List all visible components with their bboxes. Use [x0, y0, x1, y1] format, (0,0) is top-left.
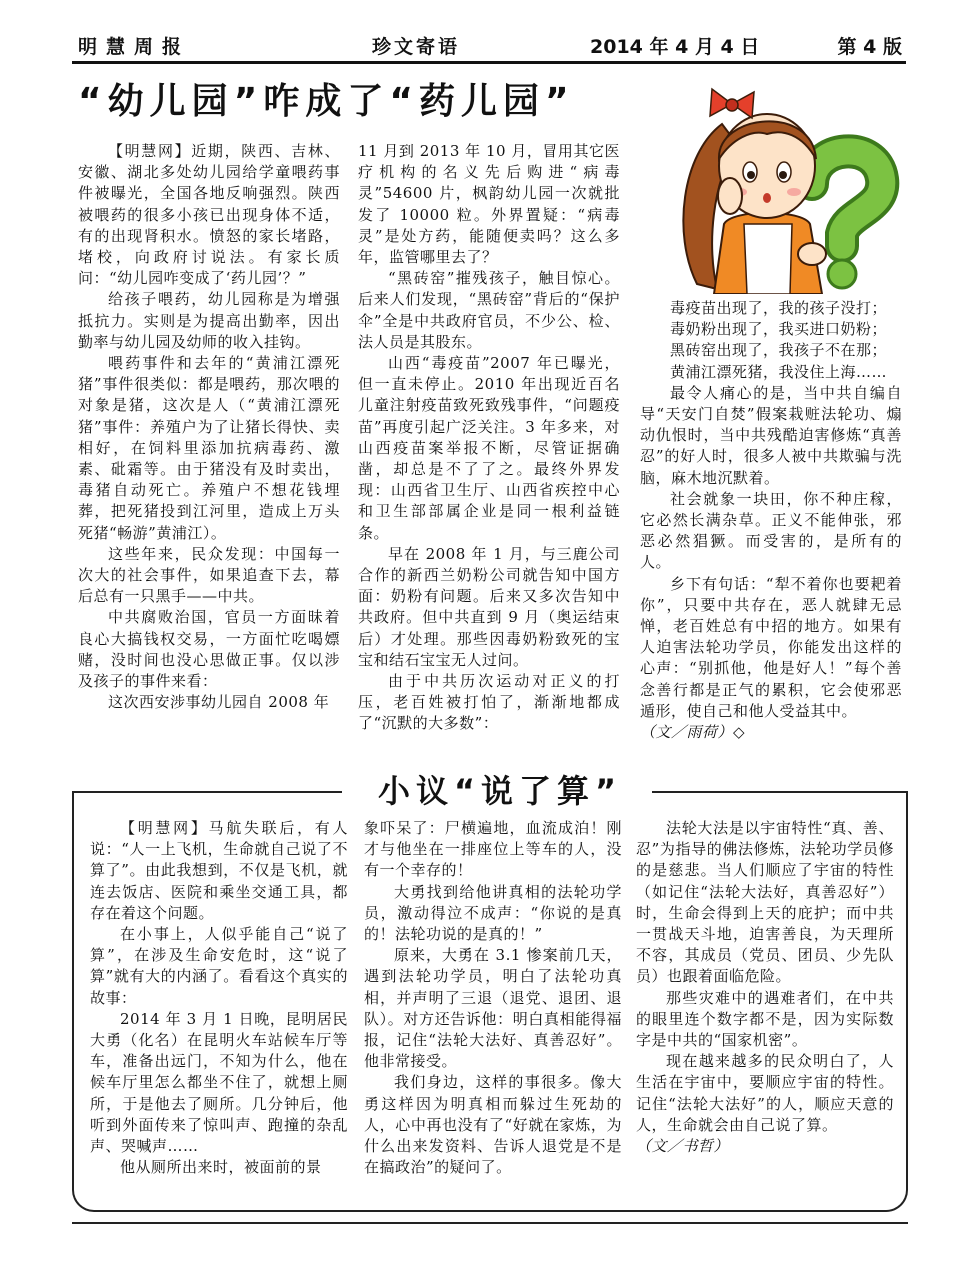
paragraph: 最令人痛心的是，当中共自编自导“天安门自焚”假案栽赃法轮功、煽动仇恨时，当中共残酷迫害修炼“真善忍”的好人时，很多人被中共欺骗与洗脑，麻木地沉默着。	[640, 383, 902, 487]
article2-column-2	[364, 818, 622, 1178]
poem-line: 黑砖窑出现了，我孩子不在那；	[670, 341, 888, 360]
paragraph: 11 月到 2013 年 10 月，冒用其它医疗机构的名义先后购进“病毒灵”54600 片，枫韵幼儿园一次就批发了 10000 粒。外界置疑：“病毒灵”是处方药，能随便卖吗？这么多年，监管哪里去了？	[358, 142, 620, 267]
paragraph: 大勇找到给他讲真相的法轮功学员，激动得泣不成声：“你说的是真的！法轮功说的是真的！”	[364, 882, 622, 944]
article2-column-3	[636, 818, 894, 1157]
footer-rule	[72, 1222, 908, 1224]
girl-with-question-mark-icon	[662, 84, 902, 294]
article1-column-3	[640, 298, 902, 743]
paragraph: 现在越来越多的民众明白了，人生活在宇宙中，要顺应宇宙的特性。记住“法轮大法好”的人，顺应天意的人，生命就会由自己说了算。	[636, 1052, 894, 1134]
article1-signature: （文／雨荷）◇	[640, 723, 746, 742]
paragraph: “黑砖窑”摧残孩子，触目惊心。后来人们发现，“黑砖窑”背后的“保护伞”全是中共政府官员，不少公、检、法人员是其股东。	[358, 269, 620, 351]
paragraph: 喂药事件和去年的“黄浦江漂死猪”事件很类似：都是喂药，那次喂的对象是猪，这次是人（“黄浦江漂死猪”事件：养殖户为了让猪长得快、卖相好，在饲料里添加抗病毒药、激素、砒霜等。由于猪没有及时卖出，毒猪自动死亡。养殖户不想花钱埋葬，把死猪投到江河里，造成上万头死猪“畅游”黄浦江）。	[78, 354, 340, 542]
paragraph: 他从厕所出来时，被面前的景	[120, 1158, 322, 1177]
paragraph: 这次西安涉事幼儿园自 2008 年	[108, 693, 330, 712]
poem-line: 毒疫苗出现了，我的孩子没打；	[670, 299, 888, 317]
article1-title: “幼儿园”咋成了“药儿园”	[78, 81, 575, 122]
paragraph: 原来，大勇在 3.1 惨案前几天，遇到法轮功学员，明白了法轮功真相，并声明了三退（退党、退团、退队）。对方还告诉他：明白真相能得福报，记住“法轮大法好、真善忍好”。他非常接受。	[364, 946, 622, 1071]
article2-signature: （文／书哲）	[636, 1137, 730, 1156]
article2-title: 小议“说了算”	[377, 772, 623, 810]
paragraph: 法轮大法是以宇宙特性“真、善、忍”为指导的佛法修炼，法轮功学员修的是慈悲。当人们顺应了宇宙的特性（如记住“法轮大法好，真善忍好”）时，生命会得到上天的庇护；而中共一贯战天斗地，迫害善良，为天理所不容，其成员（党员、团员、少先队员）也跟着面临危险。	[636, 819, 894, 986]
paragraph: 早在 2008 年 1 月，与三鹿公司合作的新西兰奶粉公司就告知中国方面：奶粉有问题。后来又多次告知中共政府。但中共直到 9 月（奥运结束后）才处理。那些因毒奶粉致死的宝宝和结石宝宝无人过问。	[358, 544, 620, 669]
paragraph: 2014 年 3 月 1 日晚，昆明居民大勇（化名）在昆明火车站候车厅等车，准备出远门，不知为什么，他在候车厅里怎么都坐不住了，就想上厕所，于是他去了厕所。几分钟后，他听到外面传来了惊叫声、跑撞的杂乱声、哭喊声……	[90, 1009, 348, 1156]
header-rule	[72, 61, 906, 64]
paragraph: 给孩子喂药，幼儿园称是为增强抵抗力。实则是为提高出勤率，因出勤率与幼儿园及幼师的收入挂钩。	[78, 290, 340, 351]
paragraph: 这些年来，民众发现：中国每一次大的社会事件，如果追查下去，幕后总有一只黑手——中共。	[78, 544, 340, 606]
poem-line: 黄浦江漂死猪，我没住上海……	[670, 362, 888, 381]
article2-column-1	[90, 818, 348, 1178]
paragraph: 中共腐败治国，官员一方面昧着良心大搞钱权交易，一方面忙吃喝嫖赌，没时间也没心思做正事。仅以涉及孩子的事件来看：	[78, 608, 340, 691]
page-number: 第 4 版	[837, 36, 902, 58]
issue-date: 2014 年 4 月 4 日	[590, 36, 760, 58]
paragraph: 乡下有句话：“犁不着你也要耙着你”，只要中共存在，恶人就肆无忌惮，老百姓总有中招的地方。如果有人迫害法轮功学员，你能发出这样的心声：“别抓他，他是好人！”每个善念善行都是正气的累积，它会使邪恶遁形，使自己和他人受益其中。	[640, 574, 902, 720]
article1-column-2	[358, 141, 620, 735]
paper-name: 明慧周报	[78, 36, 191, 58]
page-header	[72, 34, 906, 62]
paragraph: 【明慧网】近期，陕西、吉林、安徽、湖北多处幼儿园给学童喂药事件被曝光，全国各地反响强烈。陕西被喂药的很多小孩已出现身体不适，有的出现肾积水。愤怒的家长堵路，堵校，向政府讨说法。有家长质问：“幼儿园咋变成了‘药儿园’？”	[78, 142, 340, 288]
paragraph: 【明慧网】马航失联后，有人说：“人一上飞机，生命就自己说了不算了”。由此我想到，不仅是飞机，就连去饭店、医院和乘坐交通工具，都存在着这个问题。	[90, 819, 348, 922]
paragraph: 社会就象一块田，你不种庄稼，它必然长满杂草。正义不能伸张，邪恶必然猖獗。而受害的，是所有的人。	[640, 489, 902, 572]
poem-line: 毒奶粉出现了，我买进口奶粉；	[670, 320, 888, 339]
paragraph: 山西“毒疫苗”2007 年已曝光，但一直未停止。2010 年出现近百名儿童注射疫苗致死致残事件，“问题疫苗”再度引起广泛关注。3 年多来，对山西疫苗案举报不断，尽管证据确凿，却总是不了了之。最终外界发现：山西省卫生厅、山西省疾控中心和卫生部部属企业是同一根利益链条。	[358, 354, 620, 542]
article1-column-1	[78, 141, 340, 713]
paragraph: 我们身边，这样的事很多。像大勇这样因为明真相而躲过生死劫的人，心中再也没有了“好就在家炼，为什么出来发资料、告诉人退党是不是在搞政治”的疑问了。	[364, 1073, 622, 1177]
paragraph: 那些灾难中的遇难者们，在中共的眼里连个数字都不是，因为实际数字是中共的“国家机密”。	[636, 988, 894, 1050]
paragraph: 由于中共历次运动对正义的打压，老百姓被打怕了，渐渐地都成了“沉默的大多数”：	[358, 672, 620, 733]
section-name: 珍文寄语	[372, 36, 461, 58]
paragraph: 在小事上，人似乎能自己“说了算”，在涉及生命安危时，这“说了算”就有大的内涵了。看看这个真实的故事：	[90, 925, 348, 1007]
paragraph: 象吓呆了：尸横遍地，血流成泊！刚才与他坐在一排座位上等车的人，没有一个幸存的！	[364, 819, 622, 880]
